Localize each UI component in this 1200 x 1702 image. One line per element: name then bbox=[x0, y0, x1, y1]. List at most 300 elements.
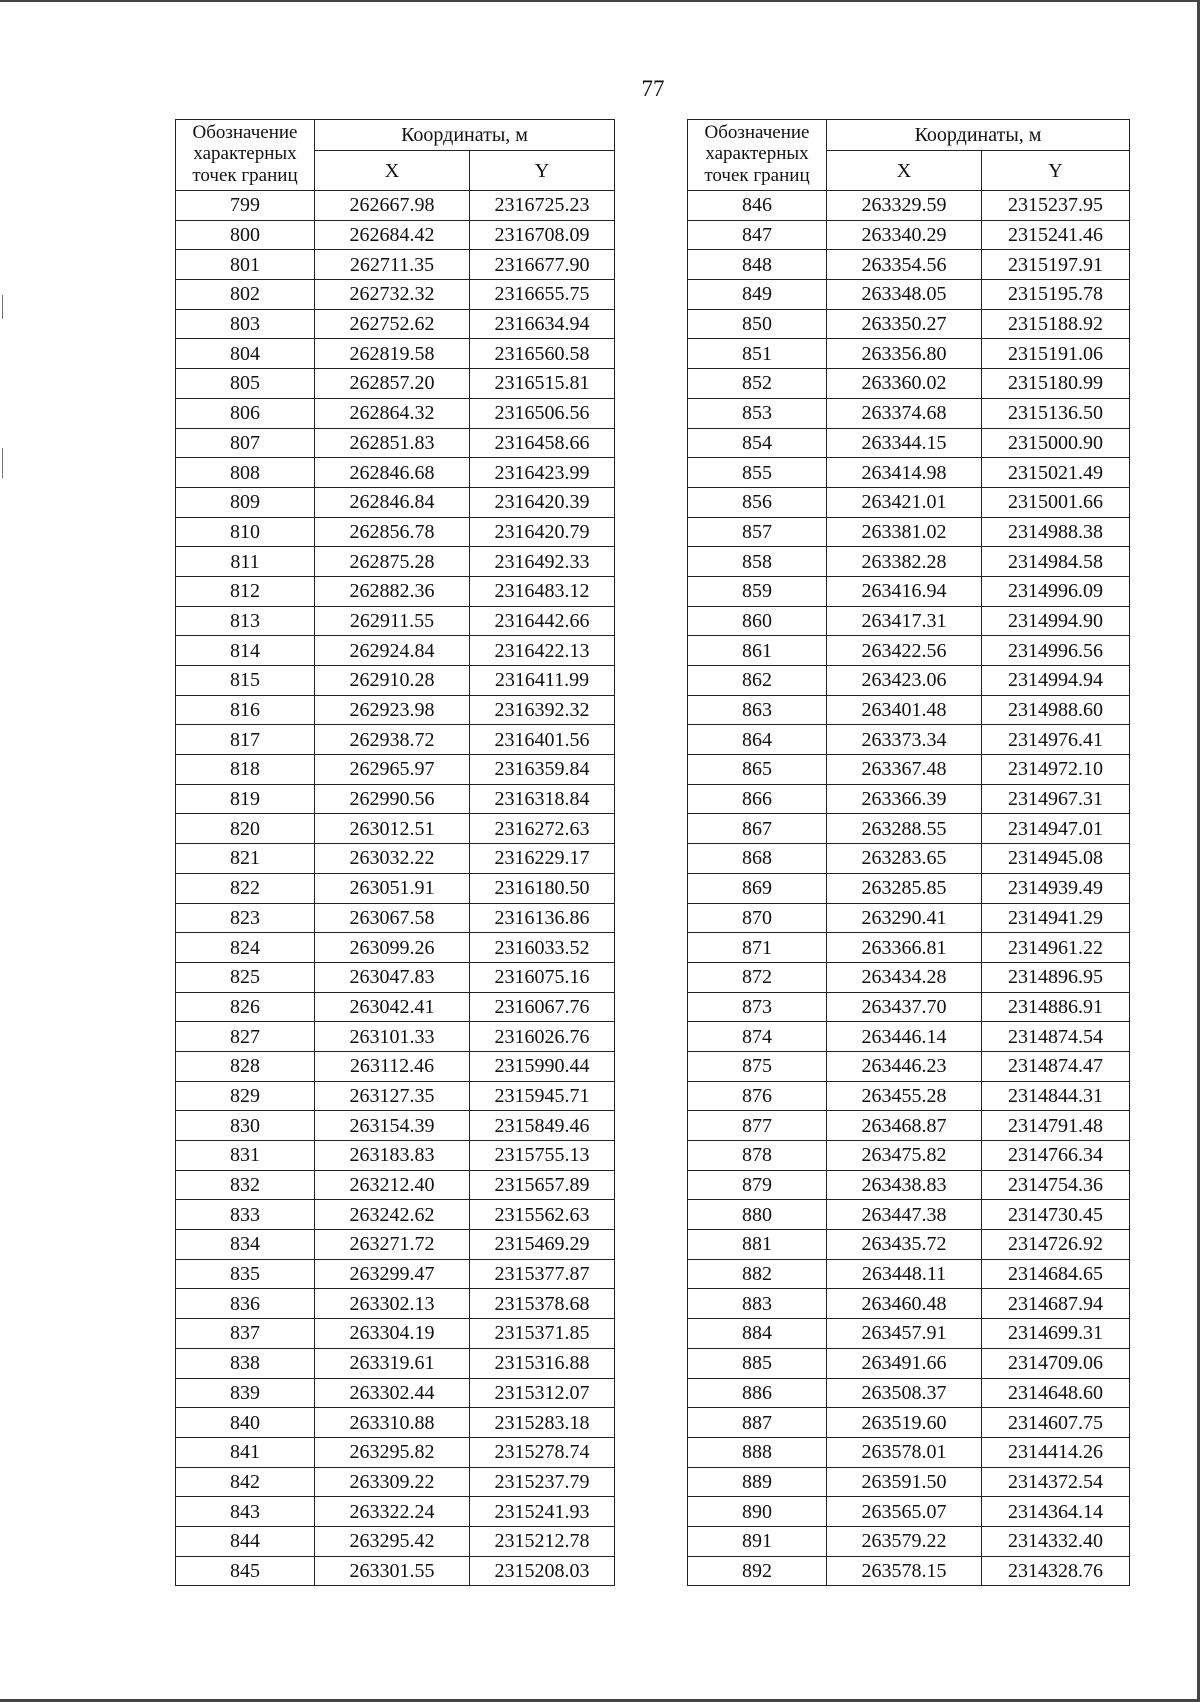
point-number-cell: 874 bbox=[688, 1022, 827, 1052]
y-coordinate-cell: 2314945.08 bbox=[982, 844, 1130, 874]
y-coordinate-cell: 2316560.58 bbox=[470, 339, 615, 369]
coordinates-table-right-container bbox=[687, 119, 1130, 1586]
table-row bbox=[176, 992, 615, 1022]
point-number-cell: 800 bbox=[176, 220, 315, 250]
table-row bbox=[176, 903, 615, 933]
y-coordinate-cell: 2315000.90 bbox=[982, 428, 1130, 458]
x-coordinate-cell: 263373.34 bbox=[827, 725, 982, 755]
y-coordinate-cell: 2314896.95 bbox=[982, 962, 1130, 992]
x-coordinate-cell: 263348.05 bbox=[827, 280, 982, 310]
table-row bbox=[688, 873, 1130, 903]
table-row bbox=[176, 1022, 615, 1052]
y-coordinate-cell: 2314988.60 bbox=[982, 695, 1130, 725]
y-coordinate-cell: 2314972.10 bbox=[982, 755, 1130, 785]
table-row bbox=[176, 547, 615, 577]
point-number-cell: 876 bbox=[688, 1081, 827, 1111]
x-coordinate-cell: 263271.72 bbox=[315, 1230, 470, 1260]
point-number-cell: 869 bbox=[688, 873, 827, 903]
point-number-cell: 805 bbox=[176, 369, 315, 399]
point-number-cell: 834 bbox=[176, 1230, 315, 1260]
table-row bbox=[176, 1289, 615, 1319]
x-coordinate-cell: 262864.32 bbox=[315, 398, 470, 428]
table-row bbox=[688, 1022, 1130, 1052]
y-coordinate-cell: 2314730.45 bbox=[982, 1200, 1130, 1230]
margin-mark bbox=[2, 295, 3, 319]
x-coordinate-cell: 263579.22 bbox=[827, 1526, 982, 1556]
y-coordinate-cell: 2315241.93 bbox=[470, 1497, 615, 1527]
table-row bbox=[688, 814, 1130, 844]
x-coordinate-cell: 263285.85 bbox=[827, 873, 982, 903]
y-coordinate-cell: 2315990.44 bbox=[470, 1051, 615, 1081]
point-number-cell: 801 bbox=[176, 250, 315, 280]
y-coordinate-cell: 2315212.78 bbox=[470, 1526, 615, 1556]
x-coordinate-cell: 263401.48 bbox=[827, 695, 982, 725]
y-coordinate-cell: 2315195.78 bbox=[982, 280, 1130, 310]
table-row bbox=[688, 487, 1130, 517]
y-coordinate-cell: 2315945.71 bbox=[470, 1081, 615, 1111]
table-row bbox=[176, 487, 615, 517]
y-coordinate-cell: 2316318.84 bbox=[470, 784, 615, 814]
y-coordinate-cell: 2315469.29 bbox=[470, 1230, 615, 1260]
x-coordinate-cell: 263491.66 bbox=[827, 1348, 982, 1378]
x-coordinate-cell: 263340.29 bbox=[827, 220, 982, 250]
point-number-cell: 846 bbox=[688, 191, 827, 221]
x-coordinate-cell: 263101.33 bbox=[315, 1022, 470, 1052]
point-number-cell: 885 bbox=[688, 1348, 827, 1378]
table-row bbox=[176, 1111, 615, 1141]
table-row bbox=[688, 606, 1130, 636]
y-coordinate-cell: 2316026.76 bbox=[470, 1022, 615, 1052]
table-row bbox=[688, 280, 1130, 310]
x-coordinate-cell: 263112.46 bbox=[315, 1051, 470, 1081]
point-number-cell: 806 bbox=[176, 398, 315, 428]
x-coordinate-cell: 263468.87 bbox=[827, 1111, 982, 1141]
point-number-cell: 849 bbox=[688, 280, 827, 310]
x-coordinate-cell: 263435.72 bbox=[827, 1230, 982, 1260]
table-row bbox=[176, 1259, 615, 1289]
point-number-cell: 835 bbox=[176, 1259, 315, 1289]
x-coordinate-cell: 262684.42 bbox=[315, 220, 470, 250]
point-number-cell: 859 bbox=[688, 576, 827, 606]
x-coordinate-cell: 263302.13 bbox=[315, 1289, 470, 1319]
y-coordinate-cell: 2315562.63 bbox=[470, 1200, 615, 1230]
table-row bbox=[688, 755, 1130, 785]
x-coordinate-cell: 263360.02 bbox=[827, 369, 982, 399]
y-coordinate-cell: 2316401.56 bbox=[470, 725, 615, 755]
point-number-cell: 826 bbox=[176, 992, 315, 1022]
y-coordinate-cell: 2315188.92 bbox=[982, 309, 1130, 339]
table-row bbox=[688, 191, 1130, 221]
y-coordinate-cell: 2314332.40 bbox=[982, 1526, 1130, 1556]
x-coordinate-cell: 263475.82 bbox=[827, 1141, 982, 1171]
point-number-cell: 829 bbox=[176, 1081, 315, 1111]
table-row bbox=[176, 755, 615, 785]
x-coordinate-cell: 263322.24 bbox=[315, 1497, 470, 1527]
x-coordinate-cell: 262882.36 bbox=[315, 576, 470, 606]
point-number-cell: 811 bbox=[176, 547, 315, 577]
point-number-cell: 827 bbox=[176, 1022, 315, 1052]
table-row bbox=[688, 636, 1130, 666]
y-coordinate-cell: 2315283.18 bbox=[470, 1408, 615, 1438]
x-coordinate-cell: 263127.35 bbox=[315, 1081, 470, 1111]
x-coordinate-cell: 263457.91 bbox=[827, 1319, 982, 1349]
y-coordinate-cell: 2314994.90 bbox=[982, 606, 1130, 636]
x-coordinate-cell: 263012.51 bbox=[315, 814, 470, 844]
x-coordinate-cell: 263242.62 bbox=[315, 1200, 470, 1230]
x-coordinate-cell: 263309.22 bbox=[315, 1467, 470, 1497]
table-row bbox=[176, 250, 615, 280]
y-coordinate-cell: 2315278.74 bbox=[470, 1437, 615, 1467]
x-coordinate-cell: 263099.26 bbox=[315, 933, 470, 963]
point-number-cell: 841 bbox=[176, 1437, 315, 1467]
table-row bbox=[688, 1497, 1130, 1527]
point-number-cell: 887 bbox=[688, 1408, 827, 1438]
table-row bbox=[176, 1141, 615, 1171]
x-coordinate-cell: 263447.38 bbox=[827, 1200, 982, 1230]
x-coordinate-cell: 262938.72 bbox=[315, 725, 470, 755]
margin-mark bbox=[2, 448, 3, 478]
y-coordinate-cell: 2315657.89 bbox=[470, 1170, 615, 1200]
y-coordinate-cell: 2315378.68 bbox=[470, 1289, 615, 1319]
y-coordinate-cell: 2314961.22 bbox=[982, 933, 1130, 963]
y-coordinate-cell: 2316442.66 bbox=[470, 606, 615, 636]
table-row bbox=[176, 1081, 615, 1111]
x-coordinate-cell: 263366.81 bbox=[827, 933, 982, 963]
x-coordinate-cell: 263421.01 bbox=[827, 487, 982, 517]
y-coordinate-cell: 2314364.14 bbox=[982, 1497, 1130, 1527]
point-number-cell: 870 bbox=[688, 903, 827, 933]
x-coordinate-cell: 263423.06 bbox=[827, 666, 982, 696]
x-coordinate-cell: 263508.37 bbox=[827, 1378, 982, 1408]
x-coordinate-cell: 263302.44 bbox=[315, 1378, 470, 1408]
table-row bbox=[176, 369, 615, 399]
table-row bbox=[176, 1437, 615, 1467]
point-number-cell: 890 bbox=[688, 1497, 827, 1527]
point-number-cell: 817 bbox=[176, 725, 315, 755]
y-coordinate-cell: 2314607.75 bbox=[982, 1408, 1130, 1438]
y-coordinate-cell: 2314687.94 bbox=[982, 1289, 1130, 1319]
x-coordinate-cell: 262819.58 bbox=[315, 339, 470, 369]
y-coordinate-cell: 2315208.03 bbox=[470, 1556, 615, 1586]
table-row bbox=[688, 992, 1130, 1022]
point-number-cell: 844 bbox=[176, 1526, 315, 1556]
y-coordinate-cell: 2314988.38 bbox=[982, 517, 1130, 547]
table-row bbox=[688, 725, 1130, 755]
table-row bbox=[176, 1378, 615, 1408]
y-coordinate-cell: 2315312.07 bbox=[470, 1378, 615, 1408]
x-coordinate-cell: 263591.50 bbox=[827, 1467, 982, 1497]
y-coordinate-cell: 2314886.91 bbox=[982, 992, 1130, 1022]
y-header: Y bbox=[470, 151, 615, 191]
point-number-cell: 799 bbox=[176, 191, 315, 221]
table-row bbox=[688, 1408, 1130, 1438]
x-coordinate-cell: 263578.01 bbox=[827, 1437, 982, 1467]
point-number-cell: 809 bbox=[176, 487, 315, 517]
point-number-cell: 864 bbox=[688, 725, 827, 755]
y-coordinate-cell: 2316136.86 bbox=[470, 903, 615, 933]
point-number-cell: 866 bbox=[688, 784, 827, 814]
table-row bbox=[176, 695, 615, 725]
table-row bbox=[176, 1051, 615, 1081]
x-coordinate-cell: 263416.94 bbox=[827, 576, 982, 606]
x-coordinate-cell: 262851.83 bbox=[315, 428, 470, 458]
point-number-cell: 878 bbox=[688, 1141, 827, 1171]
table-row bbox=[176, 339, 615, 369]
x-coordinate-cell: 263283.65 bbox=[827, 844, 982, 874]
point-label-header: Обозначение характерных точек границ bbox=[688, 120, 827, 191]
x-coordinate-cell: 263448.11 bbox=[827, 1259, 982, 1289]
x-coordinate-cell: 263434.28 bbox=[827, 962, 982, 992]
point-number-cell: 850 bbox=[688, 309, 827, 339]
point-number-cell: 828 bbox=[176, 1051, 315, 1081]
table-row bbox=[176, 309, 615, 339]
y-coordinate-cell: 2315241.46 bbox=[982, 220, 1130, 250]
point-number-cell: 818 bbox=[176, 755, 315, 785]
y-coordinate-cell: 2315849.46 bbox=[470, 1111, 615, 1141]
x-coordinate-cell: 263290.41 bbox=[827, 903, 982, 933]
x-coordinate-cell: 263356.80 bbox=[827, 339, 982, 369]
table-row bbox=[688, 1200, 1130, 1230]
table-row bbox=[688, 1081, 1130, 1111]
coordinates-table-left-container bbox=[175, 119, 615, 1586]
table-row bbox=[176, 428, 615, 458]
y-coordinate-cell: 2316515.81 bbox=[470, 369, 615, 399]
y-coordinate-cell: 2314976.41 bbox=[982, 725, 1130, 755]
y-coordinate-cell: 2315191.06 bbox=[982, 339, 1130, 369]
y-header: Y bbox=[982, 151, 1130, 191]
table-row bbox=[176, 280, 615, 310]
table-row bbox=[688, 369, 1130, 399]
x-coordinate-cell: 263047.83 bbox=[315, 962, 470, 992]
point-number-cell: 886 bbox=[688, 1378, 827, 1408]
table-row bbox=[176, 1408, 615, 1438]
table-row bbox=[176, 962, 615, 992]
point-number-cell: 858 bbox=[688, 547, 827, 577]
y-coordinate-cell: 2315197.91 bbox=[982, 250, 1130, 280]
y-coordinate-cell: 2314791.48 bbox=[982, 1111, 1130, 1141]
y-coordinate-cell: 2314874.54 bbox=[982, 1022, 1130, 1052]
x-coordinate-cell: 262846.68 bbox=[315, 458, 470, 488]
y-coordinate-cell: 2314939.49 bbox=[982, 873, 1130, 903]
y-coordinate-cell: 2314996.56 bbox=[982, 636, 1130, 666]
x-coordinate-cell: 262924.84 bbox=[315, 636, 470, 666]
y-coordinate-cell: 2316677.90 bbox=[470, 250, 615, 280]
y-coordinate-cell: 2316392.32 bbox=[470, 695, 615, 725]
y-coordinate-cell: 2316272.63 bbox=[470, 814, 615, 844]
point-number-cell: 808 bbox=[176, 458, 315, 488]
point-number-cell: 861 bbox=[688, 636, 827, 666]
table-row bbox=[176, 844, 615, 874]
point-number-cell: 877 bbox=[688, 1111, 827, 1141]
x-coordinate-cell: 262990.56 bbox=[315, 784, 470, 814]
point-number-cell: 855 bbox=[688, 458, 827, 488]
table-row bbox=[688, 547, 1130, 577]
x-coordinate-cell: 263437.70 bbox=[827, 992, 982, 1022]
table-row bbox=[176, 784, 615, 814]
y-coordinate-cell: 2316075.16 bbox=[470, 962, 615, 992]
x-coordinate-cell: 263154.39 bbox=[315, 1111, 470, 1141]
point-number-cell: 873 bbox=[688, 992, 827, 1022]
table-row bbox=[176, 576, 615, 606]
x-coordinate-cell: 263067.58 bbox=[315, 903, 470, 933]
x-coordinate-cell: 263329.59 bbox=[827, 191, 982, 221]
x-coordinate-cell: 263310.88 bbox=[315, 1408, 470, 1438]
y-coordinate-cell: 2315001.66 bbox=[982, 487, 1130, 517]
y-coordinate-cell: 2316067.76 bbox=[470, 992, 615, 1022]
y-coordinate-cell: 2314726.92 bbox=[982, 1230, 1130, 1260]
point-number-cell: 845 bbox=[176, 1556, 315, 1586]
y-coordinate-cell: 2316655.75 bbox=[470, 280, 615, 310]
point-number-cell: 831 bbox=[176, 1141, 315, 1171]
y-coordinate-cell: 2316708.09 bbox=[470, 220, 615, 250]
table-row bbox=[688, 398, 1130, 428]
table-row bbox=[688, 576, 1130, 606]
x-coordinate-cell: 263042.41 bbox=[315, 992, 470, 1022]
point-number-cell: 884 bbox=[688, 1319, 827, 1349]
point-number-cell: 820 bbox=[176, 814, 315, 844]
point-number-cell: 854 bbox=[688, 428, 827, 458]
y-coordinate-cell: 2316422.13 bbox=[470, 636, 615, 666]
table-row bbox=[688, 844, 1130, 874]
point-number-cell: 843 bbox=[176, 1497, 315, 1527]
y-coordinate-cell: 2315021.49 bbox=[982, 458, 1130, 488]
x-coordinate-cell: 263374.68 bbox=[827, 398, 982, 428]
table-row bbox=[688, 1467, 1130, 1497]
point-number-cell: 882 bbox=[688, 1259, 827, 1289]
x-coordinate-cell: 263446.14 bbox=[827, 1022, 982, 1052]
point-number-cell: 812 bbox=[176, 576, 315, 606]
y-coordinate-cell: 2314684.65 bbox=[982, 1259, 1130, 1289]
x-coordinate-cell: 263460.48 bbox=[827, 1289, 982, 1319]
x-coordinate-cell: 263299.47 bbox=[315, 1259, 470, 1289]
coordinates-header: Координаты, м bbox=[315, 120, 615, 151]
x-coordinate-cell: 263295.82 bbox=[315, 1437, 470, 1467]
table-row bbox=[176, 1526, 615, 1556]
y-coordinate-cell: 2314844.31 bbox=[982, 1081, 1130, 1111]
table-row bbox=[688, 517, 1130, 547]
point-number-cell: 824 bbox=[176, 933, 315, 963]
table-row bbox=[176, 606, 615, 636]
y-coordinate-cell: 2314947.01 bbox=[982, 814, 1130, 844]
x-header: X bbox=[827, 151, 982, 191]
table-row bbox=[176, 666, 615, 696]
y-coordinate-cell: 2316634.94 bbox=[470, 309, 615, 339]
x-coordinate-cell: 263366.39 bbox=[827, 784, 982, 814]
y-coordinate-cell: 2315136.50 bbox=[982, 398, 1130, 428]
y-coordinate-cell: 2314372.54 bbox=[982, 1467, 1130, 1497]
point-number-cell: 816 bbox=[176, 695, 315, 725]
x-coordinate-cell: 263382.28 bbox=[827, 547, 982, 577]
point-number-cell: 875 bbox=[688, 1051, 827, 1081]
y-coordinate-cell: 2316033.52 bbox=[470, 933, 615, 963]
table-row bbox=[688, 1556, 1130, 1586]
y-coordinate-cell: 2315377.87 bbox=[470, 1259, 615, 1289]
x-coordinate-cell: 263417.31 bbox=[827, 606, 982, 636]
y-coordinate-cell: 2316725.23 bbox=[470, 191, 615, 221]
table-row bbox=[688, 309, 1130, 339]
x-coordinate-cell: 263032.22 bbox=[315, 844, 470, 874]
table-row bbox=[688, 428, 1130, 458]
point-number-cell: 862 bbox=[688, 666, 827, 696]
table-row bbox=[688, 1437, 1130, 1467]
y-coordinate-cell: 2316458.66 bbox=[470, 428, 615, 458]
page-border-top bbox=[0, 0, 1200, 2]
page-number: 77 bbox=[641, 76, 665, 101]
x-coordinate-cell: 263344.15 bbox=[827, 428, 982, 458]
y-coordinate-cell: 2316492.33 bbox=[470, 547, 615, 577]
y-coordinate-cell: 2314648.60 bbox=[982, 1378, 1130, 1408]
table-row bbox=[688, 1526, 1130, 1556]
y-coordinate-cell: 2316229.17 bbox=[470, 844, 615, 874]
point-number-cell: 868 bbox=[688, 844, 827, 874]
x-coordinate-cell: 263304.19 bbox=[315, 1319, 470, 1349]
point-number-cell: 833 bbox=[176, 1200, 315, 1230]
y-coordinate-cell: 2315755.13 bbox=[470, 1141, 615, 1171]
point-number-cell: 836 bbox=[176, 1289, 315, 1319]
y-coordinate-cell: 2314996.09 bbox=[982, 576, 1130, 606]
y-coordinate-cell: 2314766.34 bbox=[982, 1141, 1130, 1171]
table-row bbox=[176, 1200, 615, 1230]
y-coordinate-cell: 2315316.88 bbox=[470, 1348, 615, 1378]
table-row bbox=[688, 1378, 1130, 1408]
y-coordinate-cell: 2316359.84 bbox=[470, 755, 615, 785]
table-row bbox=[176, 1319, 615, 1349]
point-number-cell: 860 bbox=[688, 606, 827, 636]
point-number-cell: 889 bbox=[688, 1467, 827, 1497]
point-number-cell: 832 bbox=[176, 1170, 315, 1200]
y-coordinate-cell: 2314414.26 bbox=[982, 1437, 1130, 1467]
point-number-cell: 822 bbox=[176, 873, 315, 903]
x-coordinate-cell: 263183.83 bbox=[315, 1141, 470, 1171]
y-coordinate-cell: 2314967.31 bbox=[982, 784, 1130, 814]
y-coordinate-cell: 2314699.31 bbox=[982, 1319, 1130, 1349]
point-number-cell: 814 bbox=[176, 636, 315, 666]
table-row bbox=[688, 903, 1130, 933]
coordinates-header: Координаты, м bbox=[827, 120, 1130, 151]
point-number-cell: 872 bbox=[688, 962, 827, 992]
x-coordinate-cell: 263350.27 bbox=[827, 309, 982, 339]
table-row bbox=[688, 1289, 1130, 1319]
x-coordinate-cell: 263438.83 bbox=[827, 1170, 982, 1200]
x-coordinate-cell: 262667.98 bbox=[315, 191, 470, 221]
point-number-cell: 803 bbox=[176, 309, 315, 339]
point-number-cell: 851 bbox=[688, 339, 827, 369]
y-coordinate-cell: 2315237.79 bbox=[470, 1467, 615, 1497]
point-number-cell: 821 bbox=[176, 844, 315, 874]
point-number-cell: 823 bbox=[176, 903, 315, 933]
x-coordinate-cell: 262752.62 bbox=[315, 309, 470, 339]
point-number-cell: 819 bbox=[176, 784, 315, 814]
point-number-cell: 813 bbox=[176, 606, 315, 636]
point-number-cell: 804 bbox=[176, 339, 315, 369]
table-row bbox=[688, 1111, 1130, 1141]
x-coordinate-cell: 263295.42 bbox=[315, 1526, 470, 1556]
x-coordinate-cell: 263301.55 bbox=[315, 1556, 470, 1586]
x-coordinate-cell: 263367.48 bbox=[827, 755, 982, 785]
table-row bbox=[688, 962, 1130, 992]
table-row bbox=[176, 1230, 615, 1260]
table-row bbox=[688, 666, 1130, 696]
y-coordinate-cell: 2316483.12 bbox=[470, 576, 615, 606]
x-coordinate-cell: 262732.32 bbox=[315, 280, 470, 310]
table-row bbox=[688, 1051, 1130, 1081]
x-coordinate-cell: 262857.20 bbox=[315, 369, 470, 399]
point-number-cell: 853 bbox=[688, 398, 827, 428]
x-coordinate-cell: 263578.15 bbox=[827, 1556, 982, 1586]
x-coordinate-cell: 263455.28 bbox=[827, 1081, 982, 1111]
table-row bbox=[176, 191, 615, 221]
table-row bbox=[176, 1497, 615, 1527]
